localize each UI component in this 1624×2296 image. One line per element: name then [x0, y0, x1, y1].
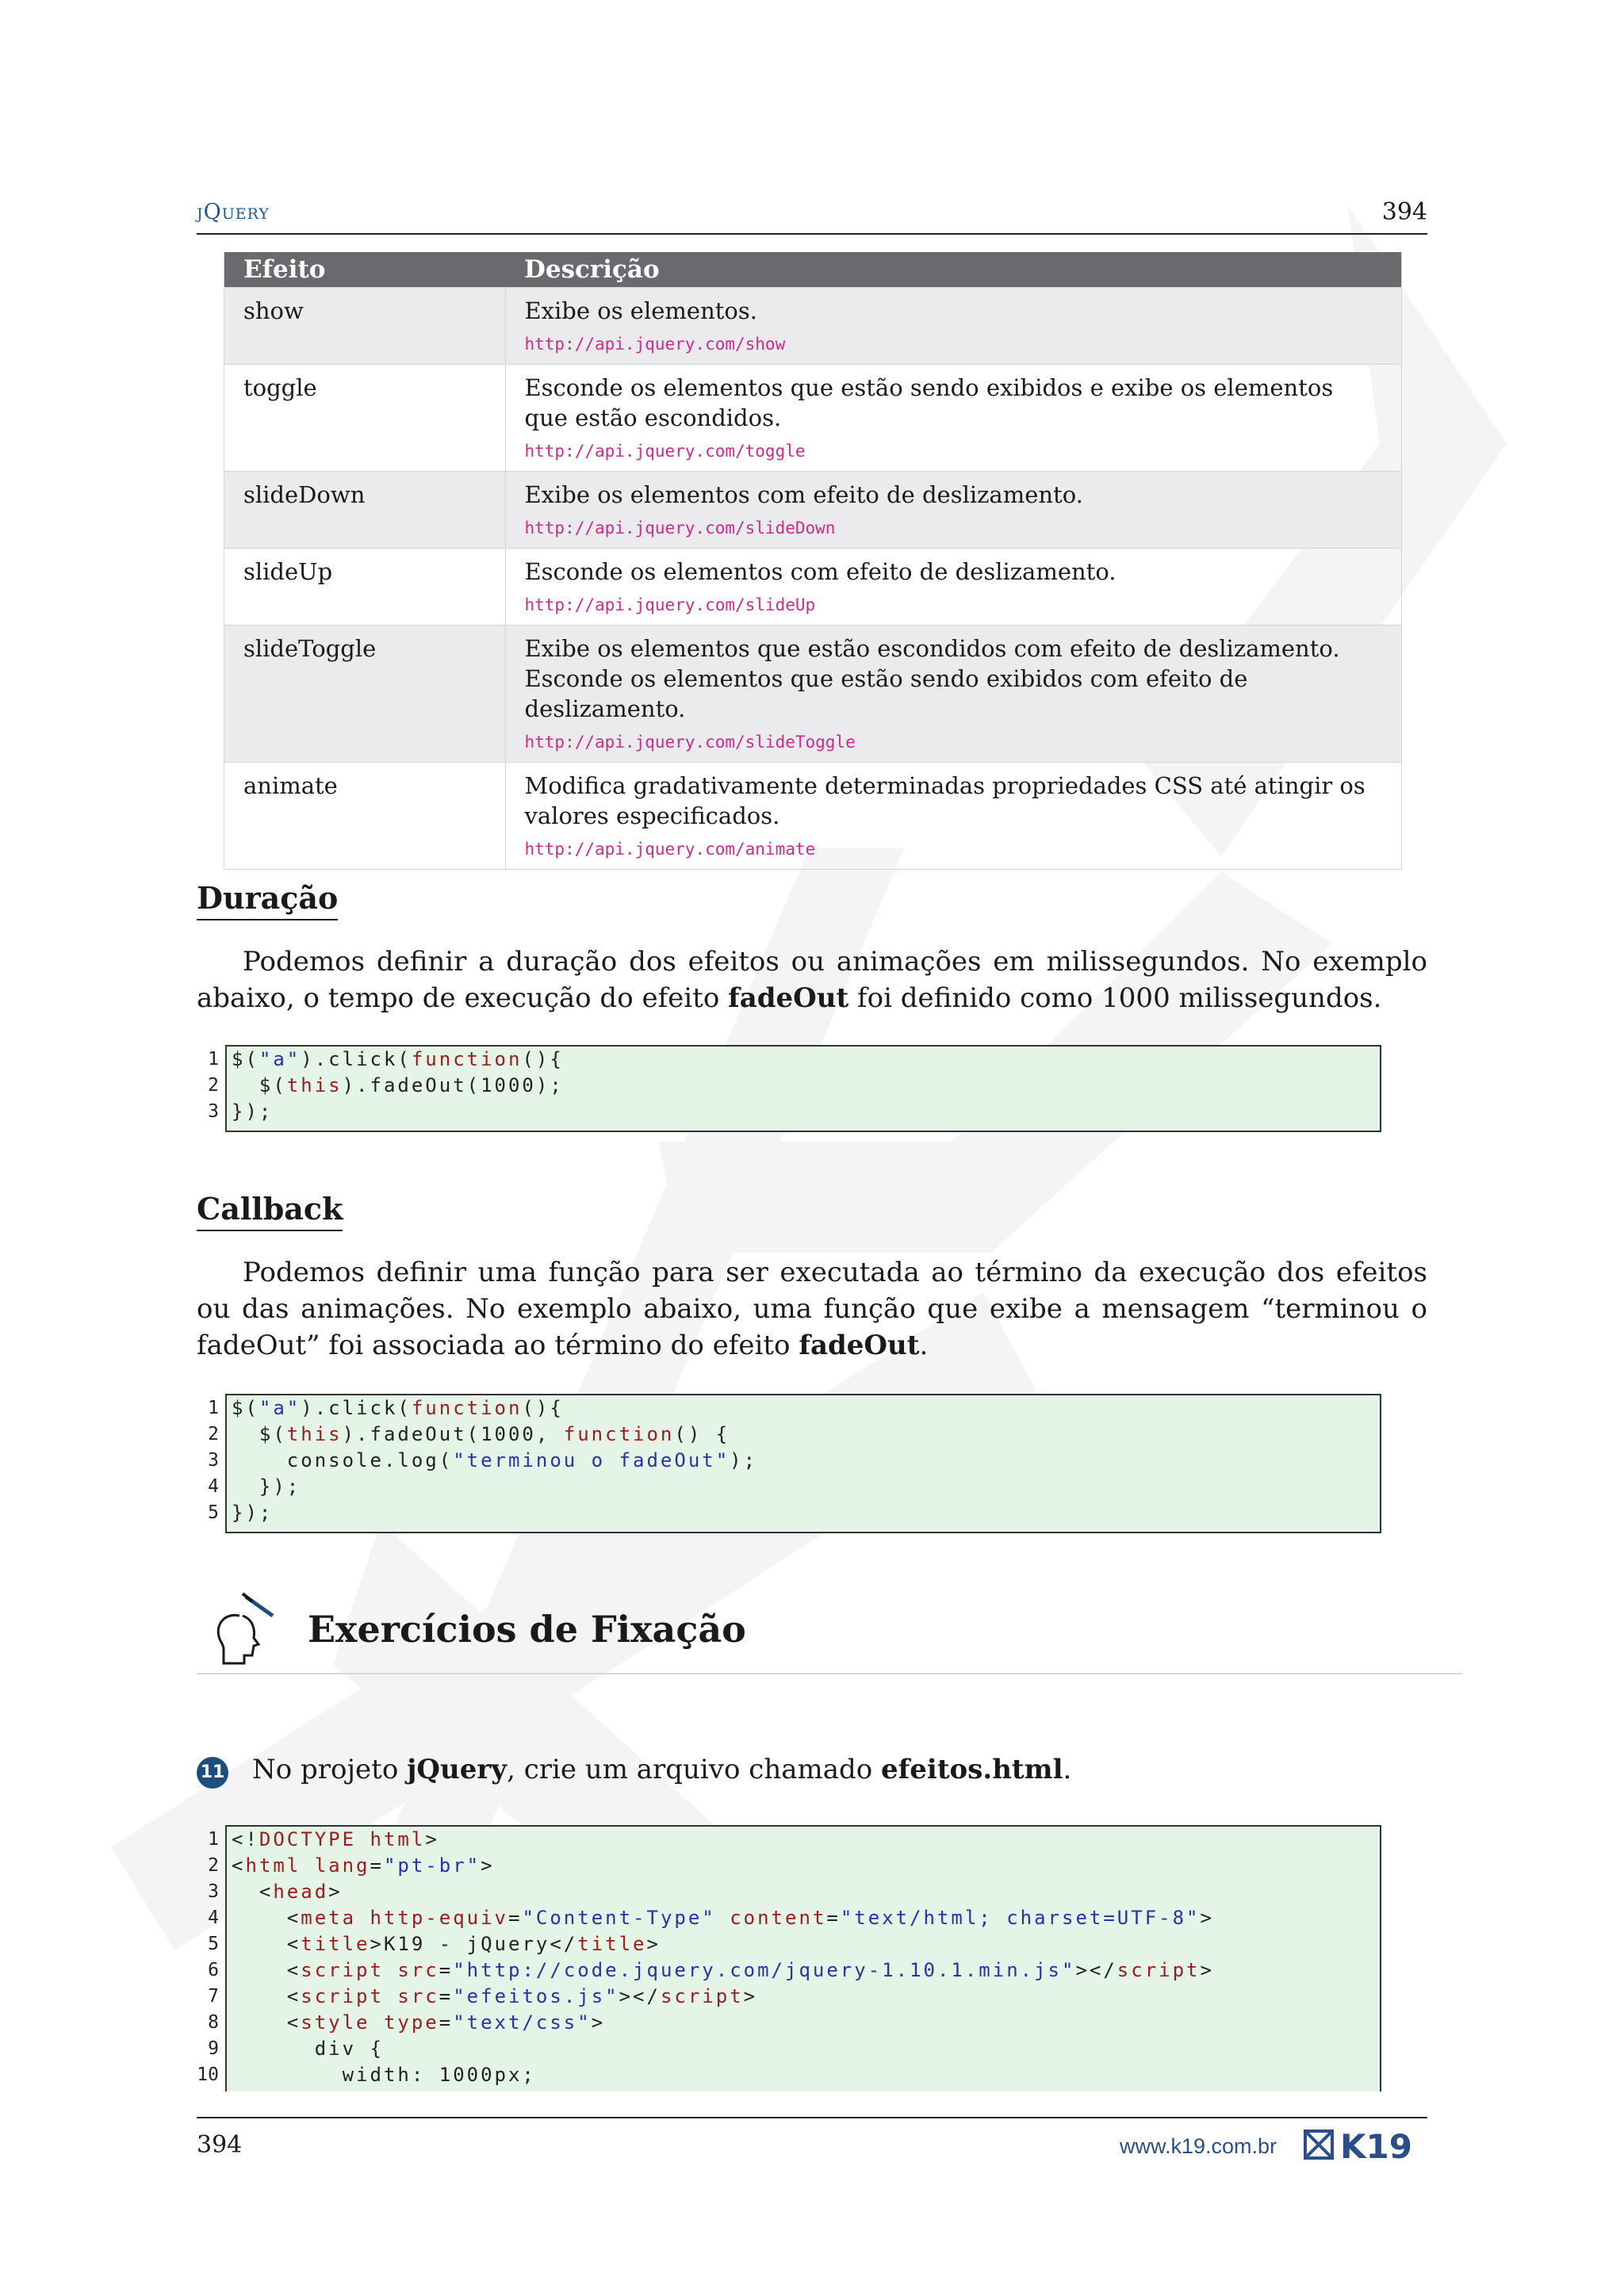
- table-row: [224, 472, 1402, 549]
- effect-name: toggle: [224, 365, 506, 472]
- exercise-number-badge: 11: [197, 1757, 228, 1789]
- running-header: [197, 198, 1427, 235]
- effect-description: Exibe os elementos. http://api.jquery.com/show: [505, 288, 1402, 365]
- api-link[interactable]: http://api.jquery.com/animate: [524, 840, 816, 859]
- logo-text: K19: [1340, 2127, 1412, 2163]
- effect-name: slideToggle: [224, 626, 506, 763]
- api-link[interactable]: http://api.jquery.com/toggle: [524, 442, 806, 461]
- header-page-number: 394: [1381, 198, 1427, 226]
- code-line: 1 <!DOCTYPE html>: [227, 1827, 1380, 1853]
- code-line: 2 <html lang="pt-br">: [227, 1853, 1380, 1879]
- effect-name: slideDown: [224, 472, 506, 549]
- column-header: Descrição: [505, 252, 1402, 288]
- api-link[interactable]: http://api.jquery.com/slideToggle: [524, 733, 856, 752]
- code-block-3: [197, 1825, 1381, 2091]
- code-line: 7 <script src="efeitos.js"></script>: [227, 1984, 1380, 2010]
- code-line: 10 width: 1000px;: [227, 2062, 1380, 2088]
- heading-duracao: Duração: [197, 880, 338, 920]
- exercise-instruction: No projeto jQuery, crie um arquivo chamado efeitos.html.: [252, 1754, 1072, 1785]
- line-number: 2: [208, 1424, 219, 1445]
- table-row: [224, 365, 1402, 472]
- footer-rule: [197, 2117, 1427, 2118]
- line-number: 1: [208, 1049, 219, 1070]
- code-line: 9 div {: [227, 2036, 1380, 2062]
- code-line: 3 console.log("terminou o fadeOut");: [227, 1448, 1380, 1474]
- line-number: 5: [208, 1934, 219, 1954]
- line-number: 7: [208, 1986, 219, 2007]
- line-number: 1: [208, 1398, 219, 1418]
- line-number: 9: [208, 2038, 219, 2059]
- effect-description: Exibe os elementos com efeito de deslizamento. http://api.jquery.com/slideDown: [505, 472, 1402, 549]
- line-number: 3: [208, 1101, 219, 1122]
- line-number: 3: [208, 1450, 219, 1471]
- table-header-row: [224, 252, 1402, 288]
- line-number: 4: [208, 1908, 219, 1928]
- effect-description: Esconde os elementos com efeito de deslizamento. http://api.jquery.com/slideUp: [505, 549, 1402, 626]
- effects-table: [224, 252, 1402, 870]
- effect-description: Exibe os elementos que estão escondidos com efeito de deslizamento. Esconde os elementos que estão sendo exibidos com efeito de deslizamento. http://api.jquery.com/slideToggle: [505, 626, 1402, 763]
- paragraph-duracao: Podemos definir a duração dos efeitos ou animações em milissegundos. No exemplo abaixo, o tempo de execução do efeito fadeOut foi definido como 1000 milissegundos.: [197, 946, 1427, 1014]
- section-title: jQuery: [197, 200, 270, 224]
- code-line: 4 });: [227, 1474, 1380, 1500]
- code-line: 3 <head>: [227, 1879, 1380, 1905]
- line-number: 2: [208, 1855, 219, 1876]
- table-row: [224, 549, 1402, 626]
- effect-description: Modifica gradativamente determinadas propriedades CSS até atingir os valores especificados. http://api.jquery.com/animate: [505, 763, 1402, 870]
- effect-name: slideUp: [224, 549, 506, 626]
- code-line: 5 });: [227, 1500, 1380, 1526]
- line-number: 5: [208, 1502, 219, 1523]
- line-number: 4: [208, 1476, 219, 1497]
- code-line: 6 <script src="http://code.jquery.com/jquery-1.10.1.min.js"></script>: [227, 1957, 1380, 1984]
- footer-url[interactable]: www.k19.com.br: [1120, 2134, 1277, 2158]
- code-line: 2 $(this).fadeOut(1000, function() {: [227, 1422, 1380, 1448]
- paragraph-callback: Podemos definir uma função para ser executada ao término da execução dos efeitos ou das animações. No exemplo abaixo, uma função que exibe a mensagem “terminou o fadeOut” foi associada ao término do efeito fadeOut.: [197, 1257, 1427, 1361]
- code-block-1: [208, 1045, 1381, 1132]
- table-row: [224, 288, 1402, 365]
- api-link[interactable]: http://api.jquery.com/slideUp: [524, 595, 816, 614]
- code-line: 1 $("a").click(function(){: [227, 1047, 1380, 1073]
- line-number: 6: [208, 1960, 219, 1980]
- table-row: [224, 626, 1402, 763]
- heading-callback: Callback: [197, 1191, 343, 1231]
- line-number: 2: [208, 1075, 219, 1096]
- effect-name: show: [224, 288, 506, 365]
- footer-page-number: 394: [197, 2131, 243, 2159]
- line-number: 10: [197, 2064, 219, 2085]
- code-block-2: [208, 1394, 1381, 1533]
- code-line: 4 <meta http-equiv="Content-Type" content="text/html; charset=UTF-8">: [227, 1905, 1380, 1931]
- column-header: Efeito: [224, 252, 506, 288]
- code-line: 8 <style type="text/css">: [227, 2010, 1380, 2036]
- exercises-divider: [197, 1673, 1462, 1674]
- code-line: 2 $(this).fadeOut(1000);: [227, 1073, 1380, 1099]
- table-row: [224, 763, 1402, 870]
- code-line: 5 <title>K19 - jQuery</title>: [227, 1931, 1380, 1957]
- line-number: 1: [208, 1829, 219, 1850]
- exercises-title: Exercícios de Fixação: [308, 1608, 746, 1651]
- api-link[interactable]: http://api.jquery.com/slideDown: [524, 519, 836, 538]
- code-line: 1 $("a").click(function(){: [227, 1395, 1380, 1422]
- effect-description: Esconde os elementos que estão sendo exibidos e exibe os elementos que estão escondidos. http://api.jquery.com/toggle: [505, 365, 1402, 472]
- api-link[interactable]: http://api.jquery.com/show: [524, 335, 786, 354]
- code-line: 3 });: [227, 1099, 1380, 1125]
- thinking-head-icon: [208, 1592, 274, 1667]
- effect-name: animate: [224, 763, 506, 870]
- k19-logo: [1304, 2126, 1429, 2163]
- line-number: 3: [208, 1881, 219, 1902]
- line-number: 8: [208, 2012, 219, 2033]
